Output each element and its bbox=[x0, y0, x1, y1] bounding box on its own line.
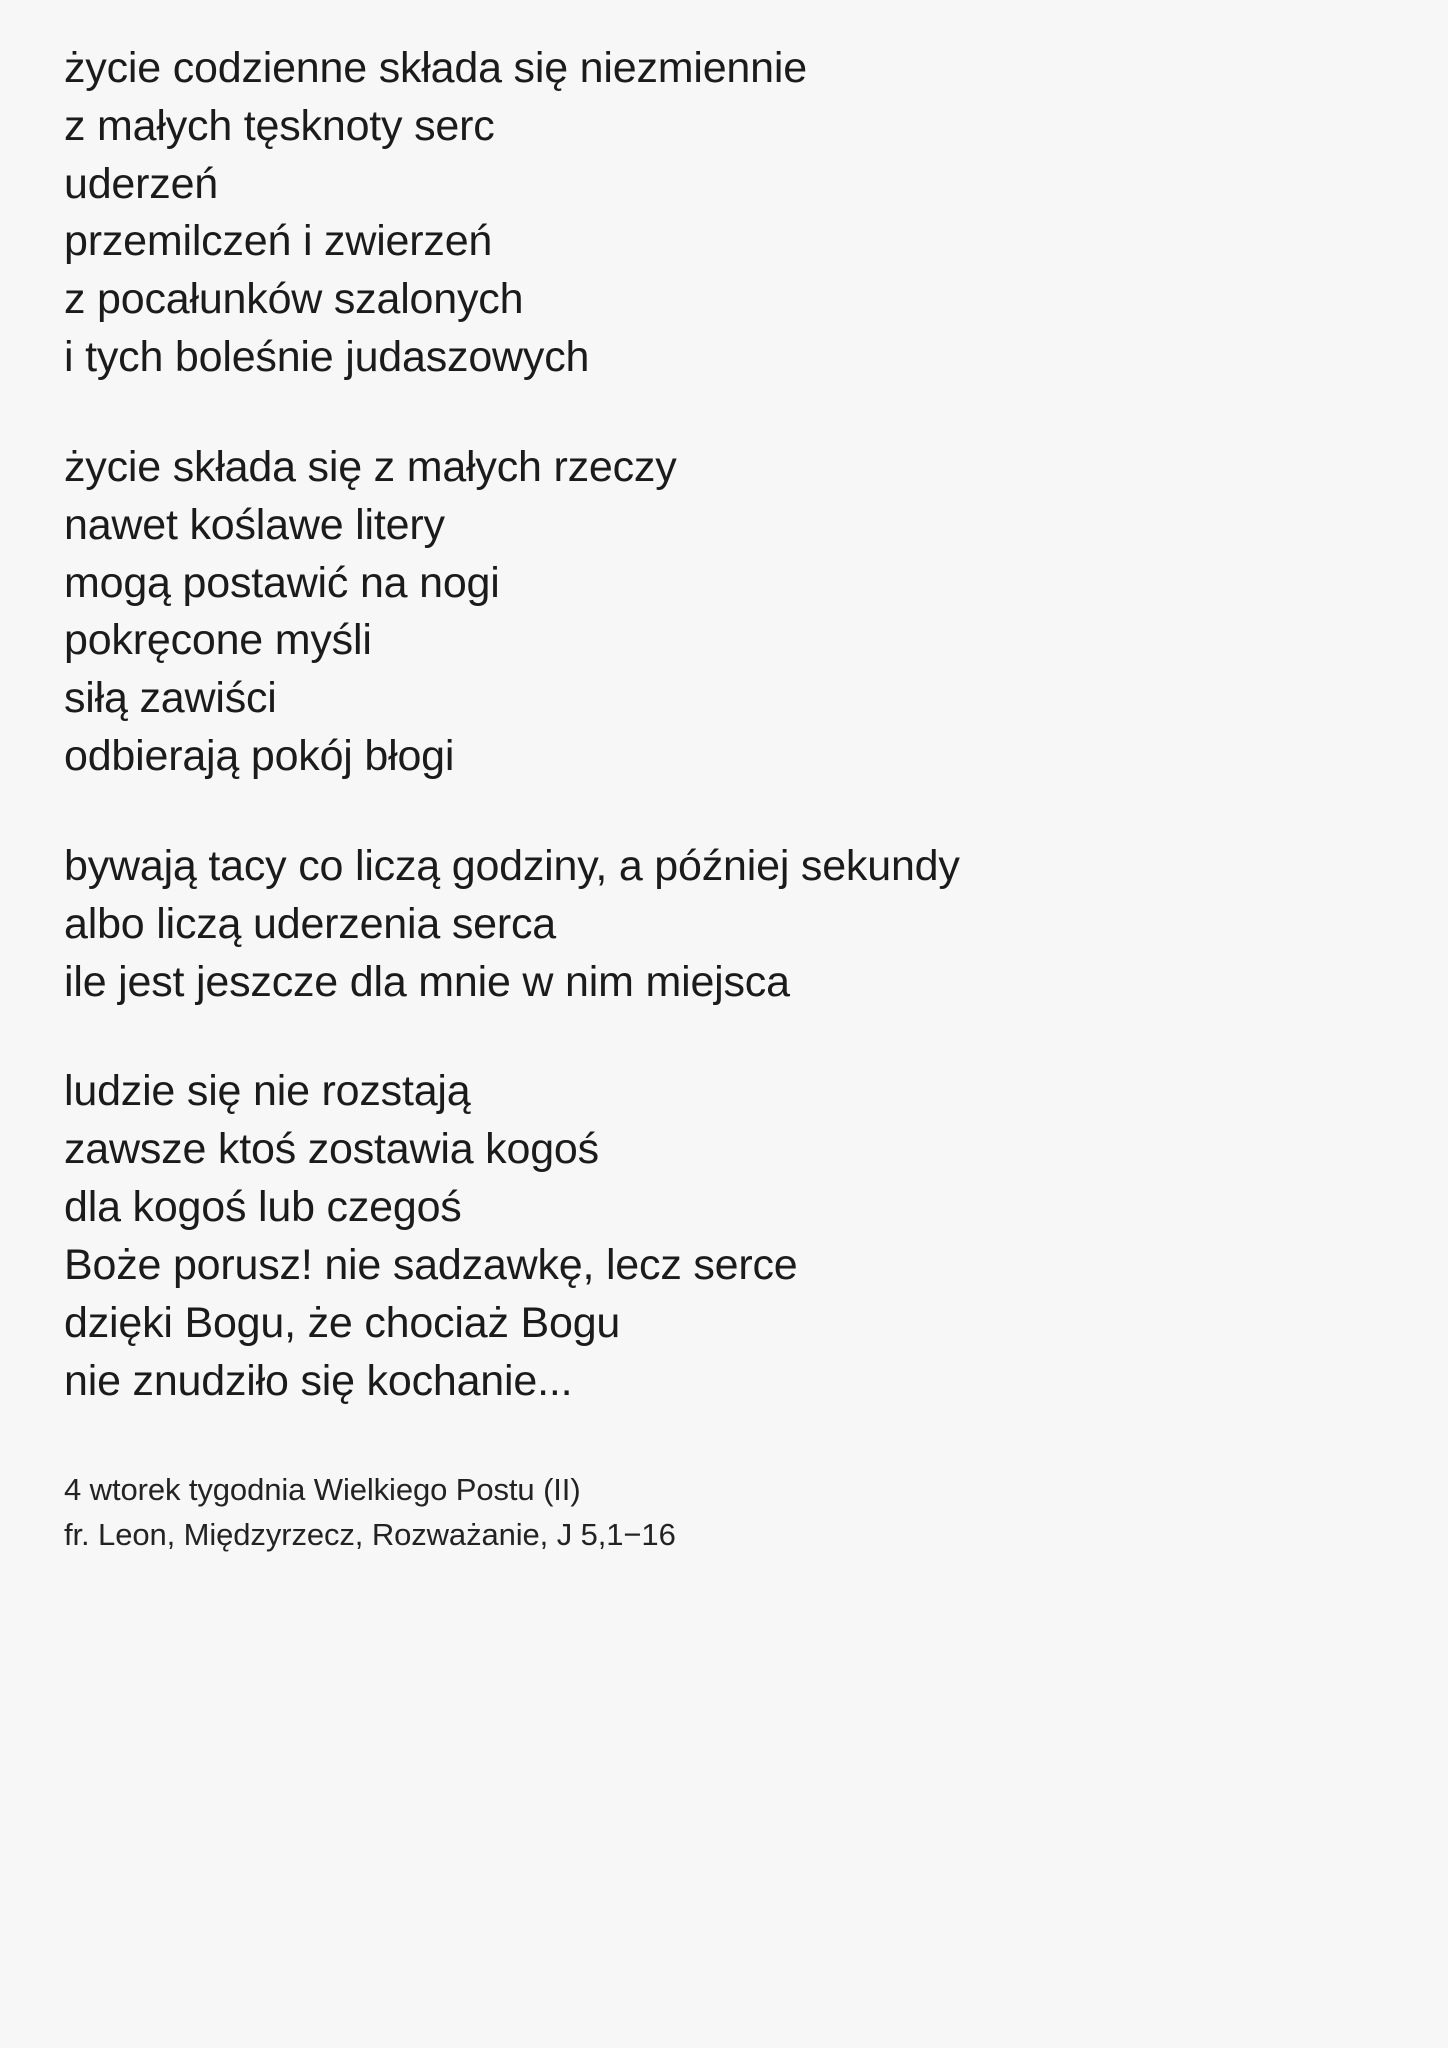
stanza bbox=[64, 838, 1388, 1011]
poem-line: mogą postawić na nogi bbox=[64, 558, 500, 607]
poem-line: z małych tęsknoty serc bbox=[64, 101, 495, 150]
poem-line: albo liczą uderzenia serca bbox=[64, 899, 556, 948]
stanza bbox=[64, 439, 1388, 786]
attribution-line-source: fr. Leon, Międzyrzecz, Rozważanie, J 5,1−16 bbox=[64, 1517, 676, 1553]
poem-line: przemilczeń i zwierzeń bbox=[64, 217, 493, 266]
poem-line: dla kogoś lub czegoś bbox=[64, 1183, 462, 1232]
poem-body bbox=[64, 40, 1388, 1410]
poem-line: z pocałunków szalonych bbox=[64, 275, 524, 324]
poem-line: bywają tacy co liczą godziny, a później sekundy bbox=[64, 841, 960, 890]
poem-line: nawet koślawe litery bbox=[64, 500, 445, 549]
poem-line: życie składa się z małych rzeczy bbox=[64, 442, 677, 491]
poem-line: uderzeń bbox=[64, 159, 218, 208]
poem-line: Boże porusz! nie sadzawkę, lecz serce bbox=[64, 1240, 798, 1289]
attribution bbox=[64, 1468, 1388, 1558]
attribution-line-occasion: 4 wtorek tygodnia Wielkiego Postu (II) bbox=[64, 1472, 581, 1508]
poem-line: ludzie się nie rozstają bbox=[64, 1067, 471, 1116]
stanza bbox=[64, 40, 1388, 387]
stanza bbox=[64, 1063, 1388, 1410]
poem-line: odbierają pokój błogi bbox=[64, 732, 455, 781]
poem-line: pokręcone myśli bbox=[64, 616, 372, 665]
poem-line: siłą zawiści bbox=[64, 674, 277, 723]
poem-line: nie znudziło się kochanie... bbox=[64, 1356, 573, 1405]
poem-line: życie codzienne składa się niezmiennie bbox=[64, 44, 807, 92]
poem-line: zawsze ktoś zostawia kogoś bbox=[64, 1125, 599, 1174]
poem-line: i tych boleśnie judaszowych bbox=[64, 333, 590, 382]
poem-line: dzięki Bogu, że chociaż Bogu bbox=[64, 1298, 621, 1347]
poem-line: ile jest jeszcze dla mnie w nim miejsca bbox=[64, 957, 790, 1006]
